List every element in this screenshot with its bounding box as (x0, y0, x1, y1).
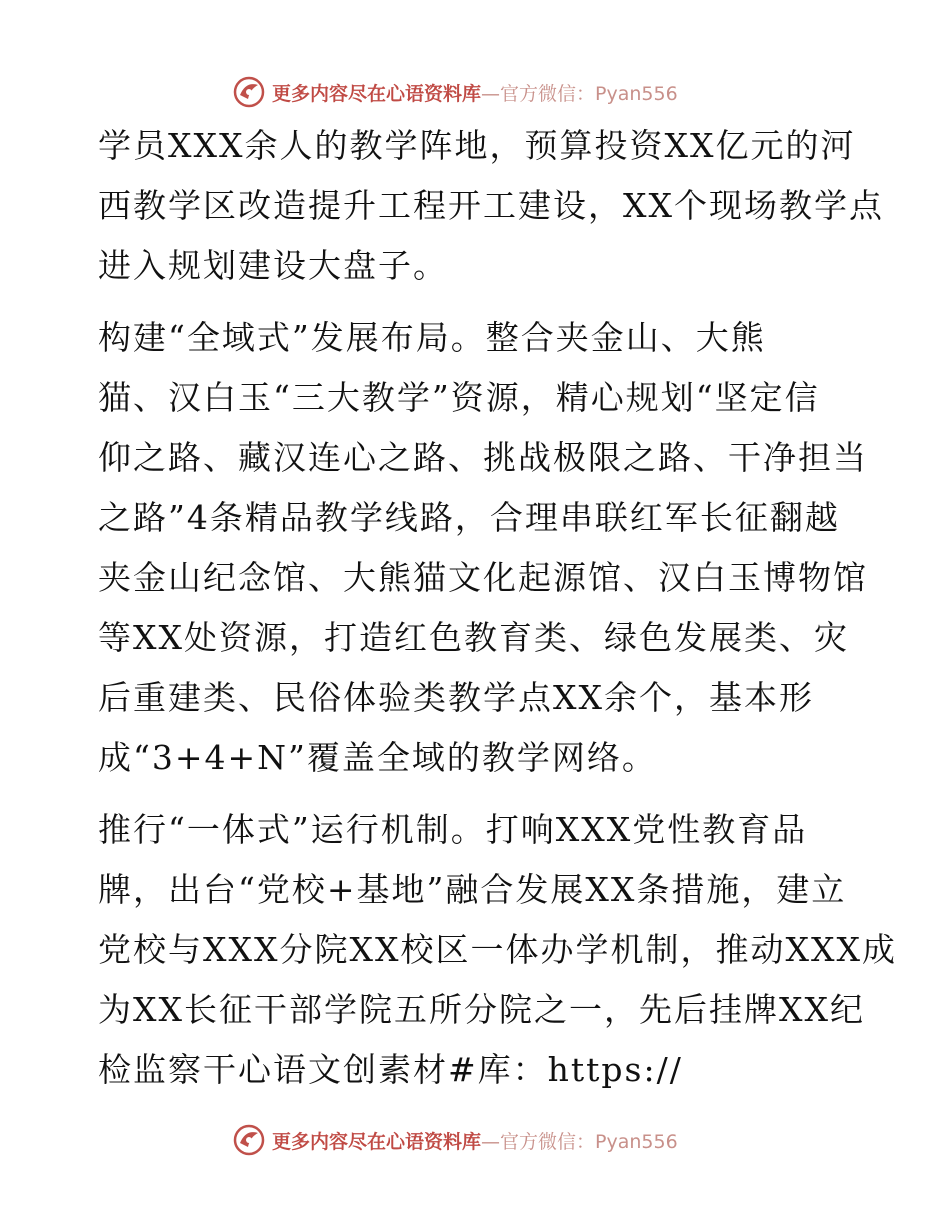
text-line: 等XX处资源，打造红色教育类、绿色发展类、灾 (98, 618, 849, 657)
text-line: 进入规划建设大盘子。 (98, 246, 448, 285)
watermark-dash: — (481, 1130, 501, 1153)
watermark-dash: — (481, 82, 501, 105)
watermark-brand: 更多内容尽在心语资料库 (272, 82, 482, 105)
text-line: 牌，出台“党校+基地”融合发展XX条措施，建立 (98, 870, 847, 909)
logo-icon (232, 75, 266, 109)
watermark-brand: 更多内容尽在心语资料库 (272, 1130, 482, 1153)
text-line: 为XX长征干部学院五所分院之一，先后挂牌XX纪 (98, 990, 865, 1029)
text-line: 构建“全域式”发展布局。整合夹金山、大熊 (98, 318, 766, 357)
text-line: 成“3+4+N”覆盖全域的教学网络。 (98, 738, 657, 777)
text-line: 党校与XXX分院XX校区一体办学机制，推动XXX成 (98, 930, 897, 969)
text-line: 猫、汉白玉“三大教学”资源，精心规划“坚定信 (98, 378, 820, 417)
logo-icon (232, 1123, 266, 1157)
text-line: 之路”4条精品教学线路，合理串联红军长征翻越 (98, 498, 840, 537)
footer-watermark (232, 1120, 678, 1160)
text-line: 推行“一体式”运行机制。打响XXX党性教育品 (98, 810, 808, 849)
header-watermark (232, 72, 678, 112)
text-line: 后重建类、民俗体验类教学点XX余个，基本形 (98, 678, 814, 717)
text-line: 西教学区改造提升工程开工建设，XX个现场教学点 (98, 186, 884, 225)
watermark-wechat: 官方微信：Pyan556 (500, 82, 678, 105)
watermark-text (272, 1127, 678, 1154)
watermark-text (272, 79, 678, 106)
text-line: 仰之路、藏汉连心之路、挑战极限之路、干净担当 (98, 438, 868, 477)
watermark-wechat: 官方微信：Pyan556 (500, 1130, 678, 1153)
text-line: 检监察干心语文创素材#库：https:// (98, 1050, 683, 1089)
text-line: 夹金山纪念馆、大熊猫文化起源馆、汉白玉博物馆 (98, 558, 868, 597)
text-line: 学员XXX余人的教学阵地，预算投资XX亿元的河 (98, 126, 856, 165)
